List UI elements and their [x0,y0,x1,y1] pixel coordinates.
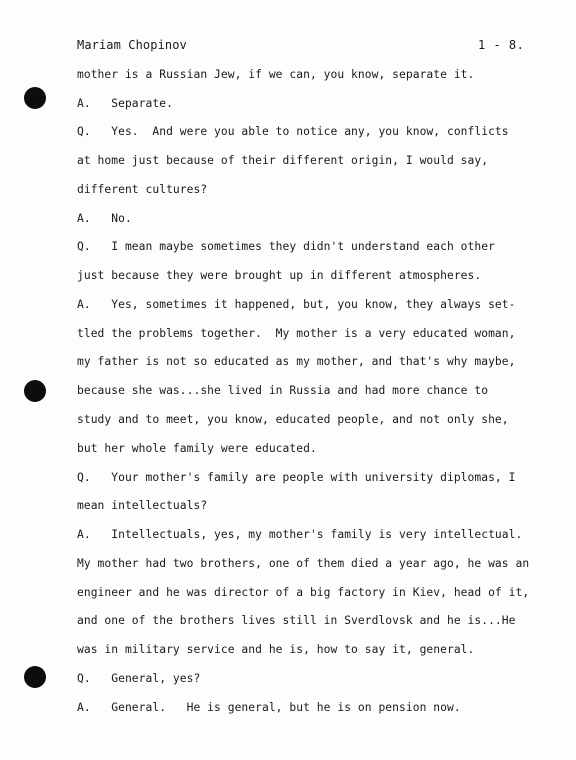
transcript-line: A. General. He is general, but he is on pension now. [77,701,461,714]
transcript-line: A. Separate. [77,97,173,110]
transcript-line: Q. I mean maybe sometimes they didn't understand each other [77,240,495,253]
transcript-line: different cultures? [77,183,208,196]
transcript-line: A. No. [77,212,132,225]
transcript-line: tled the problems together. My mother is a very educated woman, [77,327,516,340]
transcript-line: Q. Your mother's family are people with university diplomas, I [77,471,516,484]
punch-hole [24,87,46,109]
transcript-line: my father is not so educated as my mother, and that's why maybe, [77,355,516,368]
interviewee-name: Mariam Chopinov [77,38,187,52]
transcript-line: but her whole family were educated. [77,442,317,455]
transcript-line: A. Yes, sometimes it happened, but, you know, they always set- [77,298,516,311]
transcript-line: engineer and he was director of a big factory in Kiev, head of it, [77,586,530,599]
punch-hole [24,666,46,688]
transcript-line: Q. Yes. And were you able to notice any, you know, conflicts [77,125,509,138]
transcript-line: at home just because of their different origin, I would say, [77,154,489,167]
transcript-line: mean intellectuals? [77,499,208,512]
transcript-line: just because they were brought up in different atmospheres. [77,269,482,282]
transcript-line: was in military service and he is, how to say it, general. [77,643,475,656]
transcript-line: mother is a Russian Jew, if we can, you know, separate it. [77,68,475,81]
transcript-line: My mother had two brothers, one of them died a year ago, he was an [77,557,530,570]
transcript-line: and one of the brothers lives still in Sverdlovsk and he is...He [77,614,516,627]
transcript-line: study and to meet, you know, educated people, and not only she, [77,413,509,426]
punch-hole [24,380,46,402]
transcript-line: Q. General, yes? [77,672,201,685]
transcript-line: because she was...she lived in Russia and had more chance to [77,384,489,397]
page-number: 1 - 8. [478,38,525,52]
transcript-line: A. Intellectuals, yes, my mother's family is very intellectual. [77,528,523,541]
